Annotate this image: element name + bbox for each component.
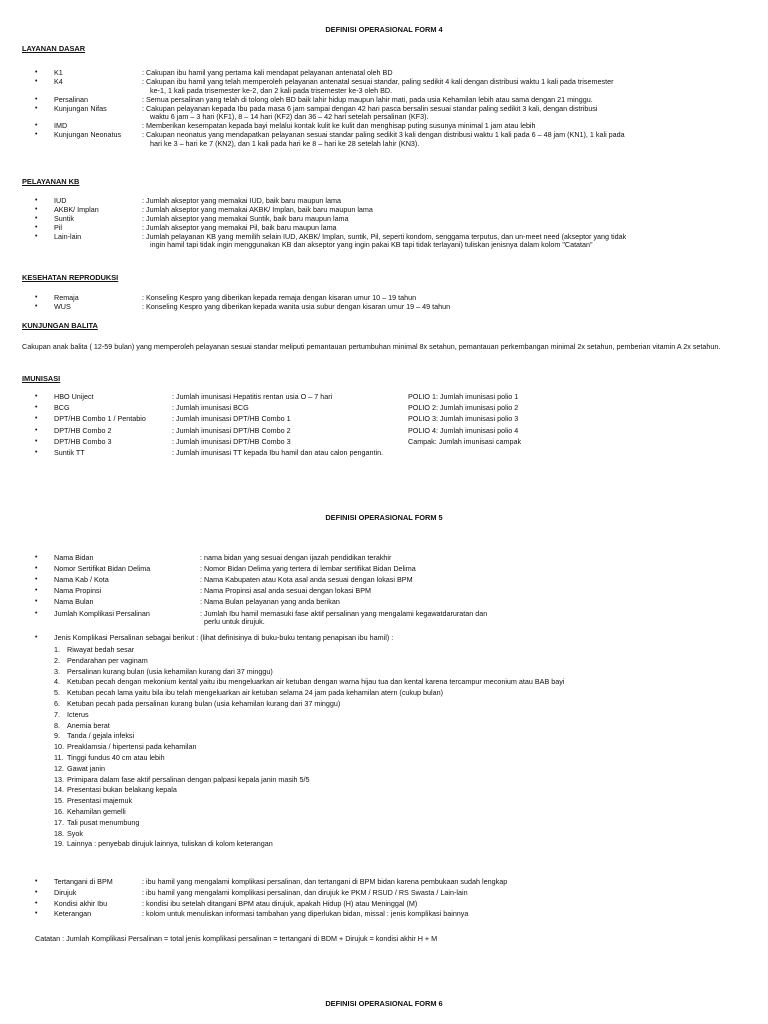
list-text: Ketuban pecah dengan mekonium kental yaitu ibu mengeluarkan air ketuban dengan warna hijau tua dan kental karena tercampur meconium atau BAB bayi bbox=[67, 677, 565, 687]
item-description: : Cakupan pelayanan kepada Ibu pada masa 6 jam sampai dengan 42 hari pasca bersalin sesuai standar paling sedikit 3 kali, dengan distribusi bbox=[142, 103, 598, 113]
item-description: : nama bidan yang sesuai dengan ijazah pendidikan terakhir bbox=[200, 553, 392, 562]
item-description: : Jumlah akseptor yang memakai IUD, baik baru maupun lama bbox=[142, 196, 341, 205]
item-description: waktu 6 jam – 3 hari (KF1), 8 – 14 hari (KF2) dan 36 – 42 hari setelah persalinan (KF3). bbox=[150, 112, 429, 122]
list-number: 5. bbox=[54, 688, 60, 698]
polio-definition: POLIO 1: Jumlah imunisasi polio 1 bbox=[408, 392, 519, 401]
bullet-icon: • bbox=[35, 426, 38, 434]
item-description: hari ke 3 – hari ke 7 (KN2), dan 1 kali pada hari ke 8 – hari ke 28 setelah lahir (KN3). bbox=[150, 139, 420, 149]
item-term: Suntik TT bbox=[54, 448, 85, 457]
list-text: Preaklamsia / hipertensi pada kehamilan bbox=[67, 742, 197, 752]
layanan-dasar-heading: LAYANAN DASAR bbox=[22, 44, 86, 53]
imunisasi-heading: IMUNISASI bbox=[22, 374, 61, 383]
item-term: Dirujuk bbox=[54, 887, 77, 897]
jenis-komplikasi-intro-text: Jenis Komplikasi Persalinan sebagai berikut : (lihat definisinya di buku-buku tentang penapisan ibu hamil) : bbox=[54, 633, 394, 642]
list-text: Ketuban pecah pada persalinan kurang bulan (usia kehamilan kurang dari 37 minggu) bbox=[67, 699, 341, 708]
item-description: ingin hamil tapi tidak ingin menggunakan KB dan akseptor yang ingin pakai KB tapi tidak terlayani) tuliskan jenisnya dalam kolom "Catatan" bbox=[150, 240, 593, 250]
list-text: Anemia berat bbox=[67, 720, 110, 730]
bullet-icon: • bbox=[35, 437, 38, 445]
list-number: 19. bbox=[54, 839, 64, 849]
bullet-icon: • bbox=[35, 77, 38, 85]
item-term: AKBK/ Implan bbox=[54, 204, 99, 214]
list-number: 14. bbox=[54, 785, 64, 795]
item-description: : Jumlah Ibu hamil memasuki fase aktif persalinan yang mengalami kegawatdaruratan dan bbox=[200, 608, 488, 618]
item-term: Pil bbox=[54, 222, 62, 232]
kunjungan-balita-text: Cakupan anak balita ( 12-59 bulan) yang memperoleh pelayanan sesuai standar meliputi pemantauan pertumbuhan minimal 8x setahun, pemantauan perkembangan minimal 2x setahun, pemberian vitamin A 2x setahun. bbox=[22, 342, 721, 351]
list-number: 10. bbox=[54, 742, 64, 752]
bullet-icon: • bbox=[35, 888, 38, 896]
item-term: BCG bbox=[54, 403, 70, 413]
item-description: : Nama Bulan pelayanan yang anda berikan bbox=[200, 597, 340, 607]
list-number: 16. bbox=[54, 807, 64, 816]
item-description: : Nama Propinsi asal anda sesuai dengan lokasi BPM bbox=[200, 586, 371, 596]
list-number: 8. bbox=[54, 720, 60, 730]
list-number: 3. bbox=[54, 666, 60, 676]
bullet-icon: • bbox=[35, 104, 38, 112]
item-term: Tertangani di BPM bbox=[54, 877, 113, 886]
item-description: : Konseling Kespro yang diberikan kepada remaja dengan kisaran umur 10 – 19 tahun bbox=[142, 293, 417, 302]
item-description: : Jumlah imunisasi BCG bbox=[172, 403, 249, 413]
item-description: : kondisi ibu setelah ditangani BPM atau dirujuk, apakah Hidup (H) atau Meninggal (M) bbox=[142, 898, 418, 908]
item-term: DPT/HB Combo 3 bbox=[54, 436, 112, 446]
form4-title: DEFINISI OPERASIONAL FORM 4 bbox=[325, 25, 443, 34]
bullet-icon: • bbox=[35, 232, 38, 240]
item-term: Remaja bbox=[54, 293, 79, 302]
item-description: : ibu hamil yang mengalami komplikasi persalinan, dan dirujuk ke PKM / RSUD / RS Swasta / Lain-lain bbox=[142, 887, 468, 897]
item-description: : kolom untuk menuliskan informasi tambahan yang diperlukan bidan, missal : jenis komplikasi bainnya bbox=[142, 909, 469, 919]
item-description: : Semua persalinan yang telah di tolong oleh BD baik lahir hidup maupun lahir mati, pada usia Kehamilan lebih atau sama dengan 21 minggu. bbox=[142, 94, 593, 104]
item-description: : Nama Kabupaten atau Kota asal anda sesuai dengan lokasi BPM bbox=[200, 575, 413, 585]
item-term: Nama Bidan bbox=[54, 553, 94, 562]
bullet-icon: • bbox=[35, 197, 38, 204]
item-term: K1 bbox=[54, 68, 63, 77]
bullet-icon: • bbox=[35, 878, 38, 885]
item-description: : Jumlah pelayanan KB yang memilih selain IUD, AKBK/ Implan, suntik, Pil, seperti kondom, senggama terputus, dan un-meet need (akseptor yang tidak bbox=[142, 231, 627, 241]
item-term: Keterangan bbox=[54, 909, 92, 919]
list-text: Persalinan kurang bulan (usia kehamilan kurang dari 37 minggu) bbox=[67, 666, 273, 676]
bullet-icon: • bbox=[35, 214, 38, 222]
bullet-icon: • bbox=[35, 223, 38, 231]
bullet-icon: • bbox=[35, 294, 38, 301]
item-term: K4 bbox=[54, 76, 63, 86]
item-term: HBO Uniject bbox=[54, 392, 94, 401]
catatan-text: Catatan : Jumlah Komplikasi Persalinan = total jenis komplikasi persalinan = tertangani di BDM + Dirujuk = kondisi akhir H + M bbox=[35, 934, 438, 943]
item-description: : Cakupan neonatus yang mendapatkan pelayanan sesuai standar paling sedikit 3 kali dengan distribusi waktu 1 kali pada 6 – 48 jam (KN1), 1 kali pada bbox=[142, 130, 625, 140]
kesehatan-reproduksi-heading: KESEHATAN REPRODUKSI bbox=[22, 273, 119, 282]
item-description: : Memberikan kesempatan kepada bayi melalui kontak kulit ke kulit dan menghisap puting susunya minimal 1 jam atau lebih bbox=[142, 121, 536, 131]
bullet-icon: • bbox=[35, 393, 38, 400]
item-description: : Konseling Kespro yang diberikan kepada wanita usia subur dengan kisaran umur 19 – 49 tahun bbox=[142, 301, 451, 311]
polio-definition: Campak: Jumlah imunisasi campak bbox=[408, 436, 522, 446]
item-term: Lain-lain bbox=[54, 231, 82, 241]
item-description: : Nomor Bidan Delima yang tertera di lembar sertifikat Bidan Delima bbox=[200, 564, 416, 574]
list-number: 4. bbox=[54, 677, 60, 687]
list-text: Tali pusat menumbung bbox=[67, 817, 140, 827]
bullet-icon: • bbox=[35, 205, 38, 213]
item-term: IUD bbox=[54, 196, 67, 205]
bullet-icon: • bbox=[35, 302, 38, 310]
item-description: : Jumlah akseptor yang memakai AKBK/ Implan, baik baru maupun lama bbox=[142, 204, 373, 214]
list-text: Primipara dalam fase aktif persalinan dengan palpasi kepala janin masih 5/5 bbox=[67, 774, 310, 784]
item-term: IMD bbox=[54, 121, 68, 131]
list-text: Pendarahan per vaginam bbox=[67, 655, 148, 665]
bullet-icon: • bbox=[35, 69, 38, 76]
bullet-icon: • bbox=[35, 565, 38, 573]
form5-title: DEFINISI OPERASIONAL FORM 5 bbox=[325, 513, 443, 522]
item-term: Kunjungan Neonatus bbox=[54, 130, 122, 140]
item-term: Suntik bbox=[54, 213, 74, 223]
polio-definition: POLIO 2: Jumlah imunisasi polio 2 bbox=[408, 403, 519, 413]
list-text: Tinggi fundus 40 cm atau lebih bbox=[67, 753, 165, 762]
list-text: Kehamilan gemelli bbox=[67, 807, 126, 816]
item-term: DPT/HB Combo 2 bbox=[54, 425, 112, 435]
form6-title: DEFINISI OPERASIONAL FORM 6 bbox=[325, 999, 443, 1008]
list-number: 9. bbox=[54, 731, 60, 741]
list-text: Icterus bbox=[67, 709, 89, 719]
bullet-icon: • bbox=[35, 910, 38, 918]
item-term: Nama Kab / Kota bbox=[54, 575, 109, 585]
item-term: Kunjungan Nifas bbox=[54, 103, 107, 113]
item-description: : ibu hamil yang mengalami komplikasi persalinan, dan tertangani di BPM bidan karena pembukaan sudah lengkap bbox=[142, 877, 508, 886]
list-text: Riwayat bedah sesar bbox=[67, 645, 135, 654]
list-text: Presentasi bukan belakang kepala bbox=[67, 785, 177, 795]
bullet-icon: • bbox=[35, 899, 38, 907]
bullet-icon: • bbox=[35, 609, 38, 617]
item-term: WUS bbox=[54, 301, 71, 311]
bullet-icon: • bbox=[35, 131, 38, 139]
bullet-icon: • bbox=[35, 554, 38, 561]
list-number: 12. bbox=[54, 763, 64, 773]
bullet-icon: • bbox=[35, 634, 38, 641]
bullet-icon: • bbox=[35, 449, 38, 456]
list-number: 15. bbox=[54, 796, 64, 806]
item-term: DPT/HB Combo 1 / Pentabio bbox=[54, 414, 146, 424]
list-number: 18. bbox=[54, 828, 64, 838]
item-description: ke-1, 1 kali pada trisemester ke-2, dan 2 kali pada trisemester ke-3 oleh BD. bbox=[150, 85, 393, 95]
list-number: 1. bbox=[54, 645, 60, 654]
item-description: : Jumlah imunisasi DPT/HB Combo 2 bbox=[172, 425, 291, 435]
item-description: : Jumlah imunisasi Hepatitis rentan usia O – 7 hari bbox=[172, 392, 333, 401]
item-term: Nomor Sertifikat Bidan Delima bbox=[54, 564, 151, 574]
list-number: 13. bbox=[54, 774, 64, 784]
polio-definition: POLIO 4: Jumlah imunisasi polio 4 bbox=[408, 425, 519, 435]
item-description: perlu untuk dirujuk. bbox=[204, 617, 265, 627]
bullet-icon: • bbox=[35, 122, 38, 130]
kunjungan-balita-heading: KUNJUNGAN BALITA bbox=[22, 321, 98, 330]
item-term: Nama Propinsi bbox=[54, 586, 102, 596]
item-term: Kondisi akhir Ibu bbox=[54, 898, 108, 908]
list-number: 17. bbox=[54, 817, 64, 827]
list-number: 7. bbox=[54, 709, 60, 719]
list-number: 6. bbox=[54, 699, 60, 708]
bullet-icon: • bbox=[35, 576, 38, 584]
list-number: 2. bbox=[54, 655, 60, 665]
item-description: : Jumlah akseptor yang memakai Pil, baik baru maupun lama bbox=[142, 222, 337, 232]
list-text: Presentasi majemuk bbox=[67, 796, 133, 806]
item-term: Nama Bulan bbox=[54, 597, 94, 607]
bullet-icon: • bbox=[35, 598, 38, 606]
item-description: : Jumlah imunisasi DPT/HB Combo 3 bbox=[172, 436, 291, 446]
bullet-icon: • bbox=[35, 95, 38, 103]
list-text: Lainnya : penyebab dirujuk lainnya, tuliskan di kolom keterangan bbox=[67, 839, 273, 849]
list-text: Gawat janin bbox=[67, 763, 105, 773]
bullet-icon: • bbox=[35, 415, 38, 423]
item-term: Persalinan bbox=[54, 94, 88, 104]
bullet-icon: • bbox=[35, 404, 38, 412]
list-text: Syok bbox=[67, 828, 83, 838]
item-description: : Jumlah akseptor yang memakai Suntik, baik baru maupun lama bbox=[142, 213, 349, 223]
pelayanan-kb-heading: PELAYANAN KB bbox=[22, 177, 80, 186]
item-description: : Jumlah imunisasi TT kepada Ibu hamil dan atau calon pengantin. bbox=[172, 448, 384, 457]
item-description: : Cakupan ibu hamil yang telah memperoleh pelayanan antenatal sesuai standar, paling sedikit 4 kali dengan distribusi waktu 1 kali pada trisemester bbox=[142, 76, 614, 86]
list-text: Tanda / gejala infeksi bbox=[67, 731, 135, 741]
item-description: : Cakupan ibu hamil yang pertama kali mendapat pelayanan antenatal oleh BD bbox=[142, 68, 393, 77]
item-description: : Jumlah imunisasi DPT/HB Combo 1 bbox=[172, 414, 291, 424]
bullet-icon: • bbox=[35, 587, 38, 595]
polio-definition: POLIO 3: Jumlah imunisasi polio 3 bbox=[408, 414, 519, 424]
item-term: Jumlah Komplikasi Persalinan bbox=[54, 608, 150, 618]
list-text: Ketuban pecah lama yaitu bila ibu telah mengeluarkan air ketuban selama 24 jam pada kehamilan atern (cukup bulan) bbox=[67, 688, 443, 698]
list-number: 11. bbox=[54, 753, 64, 762]
